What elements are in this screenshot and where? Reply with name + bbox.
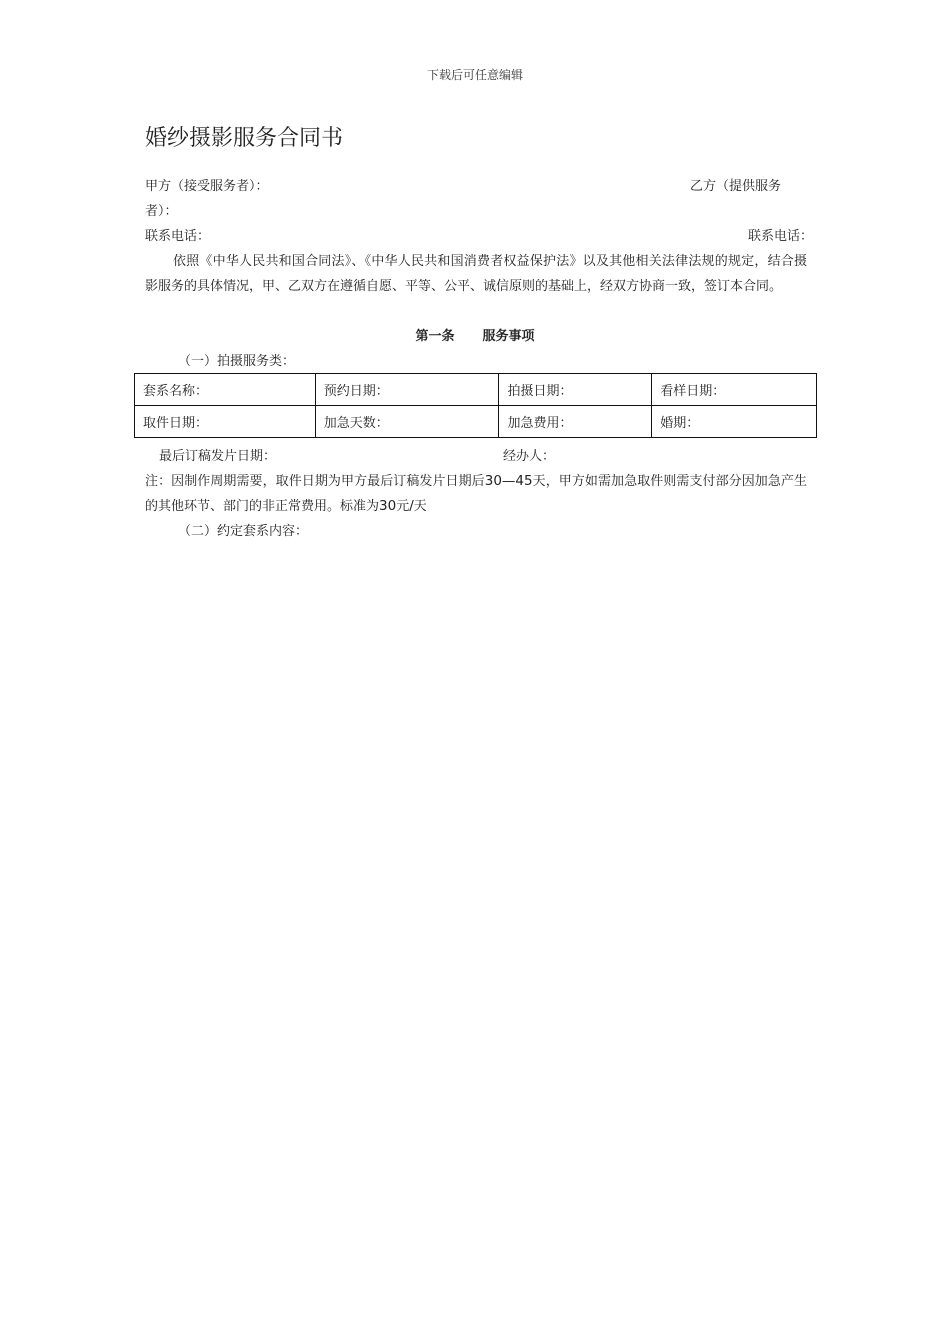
section-2-label: （二）约定套系内容： (178, 524, 309, 539)
party-b-label: 乙方（提供服务 (690, 179, 782, 194)
table-cell: 套系名称： (135, 374, 316, 406)
table-cell: 加急天数： (315, 406, 499, 438)
handler-label: 经办人： (503, 449, 556, 464)
note-day-range: 30—45 (484, 473, 533, 489)
header-note: 下载后可任意编辑 (426, 68, 523, 82)
table-cell: 预约日期： (315, 374, 499, 406)
note-text-4: 天 (413, 499, 427, 514)
note-slash: / (409, 498, 414, 514)
section-1-label: （一）拍摄服务类： (178, 354, 296, 369)
note-text-1: 注：因制作周期需要，取件日期为甲方最后订稿发片日期后 (145, 474, 485, 489)
table-cell: 拍摄日期： (499, 374, 652, 406)
table-cell: 婚期： (652, 406, 817, 438)
note-text-2: 天，甲方如需加急取件则需支付部分因加急产生的其他环节、部门的非正常费用。标准为 (145, 474, 807, 514)
service-table (134, 373, 817, 438)
party-b-phone-label: 联系电话： (748, 229, 814, 244)
party-b-label-continued: 者）： (145, 204, 178, 219)
note-text-3: 元 (396, 499, 410, 514)
article-heading (0, 324, 950, 349)
party-a-label: 甲方（接受服务者）： (145, 179, 269, 194)
intro-paragraph: 依照《中华人民共和国合同法》、《中华人民共和国消费者权益保护法》以及其他相关法律法规的规定，结合摄影服务的具体情况，甲、乙双方在遵循自愿、平等、公平、诚信原则的基础上，经双方协商一致，签订本合同。 (145, 254, 807, 294)
party-a-phone-label: 联系电话： (145, 229, 211, 244)
last-draft-date-label: 最后订稿发片日期： (159, 449, 277, 464)
article-number: 第一条 (415, 329, 455, 344)
table-row (135, 406, 817, 438)
table-cell: 加急费用： (499, 406, 652, 438)
document-title: 婚纱摄影服务合同书 (145, 126, 344, 151)
note-rate: 30 (379, 498, 397, 514)
table-row (135, 374, 817, 406)
table-cell: 取件日期： (135, 406, 316, 438)
table-cell: 看样日期： (652, 374, 817, 406)
note-paragraph (145, 469, 807, 519)
article-name: 服务事项 (482, 329, 535, 344)
